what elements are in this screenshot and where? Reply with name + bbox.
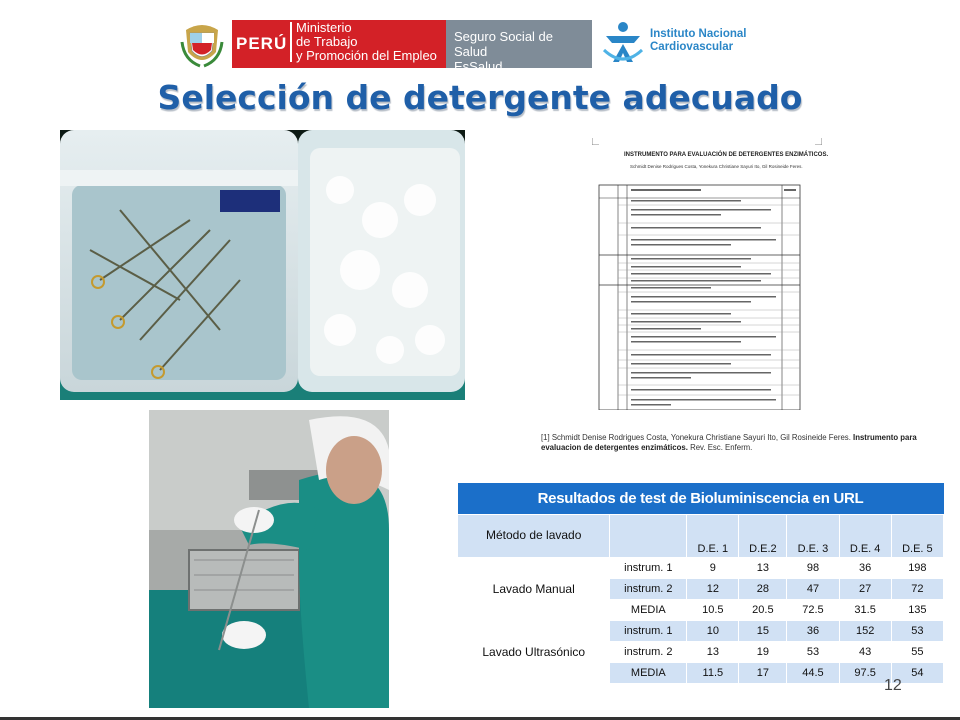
table-cell: 43 <box>839 642 891 663</box>
table-cell: 20.5 <box>739 600 787 621</box>
page-number: 12 <box>884 677 902 694</box>
column-header: D.E.2 <box>739 515 787 558</box>
row-label: instrum. 2 <box>610 579 687 600</box>
inc-heart-logo-icon <box>600 18 646 68</box>
ministry-name: Ministerio de Trabajo y Promoción del Empleo <box>296 20 437 63</box>
table-cell: 13 <box>687 642 739 663</box>
row-label: instrum. 1 <box>610 558 687 579</box>
slide-title: Selección de detergente adecuado <box>157 78 803 117</box>
logo-divider <box>290 22 292 62</box>
row-label: MEDIA <box>610 663 687 684</box>
peru-coat-of-arms-icon <box>180 22 224 68</box>
table-cell: 28 <box>739 579 787 600</box>
table-cell: 13 <box>739 558 787 579</box>
row-label: MEDIA <box>610 600 687 621</box>
detergent-containers-photo <box>60 130 465 400</box>
table-cell: 53 <box>787 642 839 663</box>
table-row <box>458 621 944 642</box>
inc-name: Instituto Nacional Cardiovascular <box>650 28 747 53</box>
table-cell: 72 <box>891 579 943 600</box>
table-cell: 44.5 <box>787 663 839 684</box>
label-column-header <box>610 515 687 558</box>
column-header: D.E. 4 <box>839 515 891 558</box>
table-cell: 10.5 <box>687 600 739 621</box>
table-cell: 54 <box>891 663 943 684</box>
table-cell: 47 <box>787 579 839 600</box>
corner-mark-icon <box>592 138 599 145</box>
row-label: instrum. 2 <box>610 642 687 663</box>
table-cell: 36 <box>839 558 891 579</box>
table-cell: 135 <box>891 600 943 621</box>
column-header: D.E. 1 <box>687 515 739 558</box>
document-title: INSTRUMENTO PARA EVALUACIÓN DE DETERGENTES ENZIMÁTICOS. <box>624 152 829 158</box>
method-header: Método de lavado <box>458 515 610 558</box>
column-header: D.E. 5 <box>891 515 943 558</box>
table-cell: 55 <box>891 642 943 663</box>
table-cell: 97.5 <box>839 663 891 684</box>
document-authors: Schmidt Denise Rodrigues Costa, Yonekura Christiane Sayuri Ito, Gil Rosineide Feres. <box>630 164 803 169</box>
table-cell: 19 <box>739 642 787 663</box>
ultrasonic-cleaning-photo <box>149 410 389 708</box>
group-label-manual: Lavado Manual <box>458 558 610 621</box>
table-cell: 17 <box>739 663 787 684</box>
table-cell: 53 <box>891 621 943 642</box>
table-cell: 15 <box>739 621 787 642</box>
table-cell: 9 <box>687 558 739 579</box>
peru-label: PERÚ <box>236 34 288 53</box>
corner-mark-icon <box>815 138 822 145</box>
table-row <box>458 558 944 579</box>
table-cell: 10 <box>687 621 739 642</box>
table-cell: 31.5 <box>839 600 891 621</box>
reference-citation: [1] Schmidt Denise Rodrigues Costa, Yonekura Christiane Sayuri Ito, Gil Rosineide Feres. Instrumento para evaluacion de detergentes enzimáticos. Rev. Esc. Enferm. <box>541 433 917 452</box>
group-label-ultrasonic: Lavado Ultrasónico <box>458 621 610 684</box>
evaluation-instrument-table <box>596 180 806 410</box>
essalud-logo: Seguro Social de Salud EsSalud <box>446 20 592 68</box>
results-table-title: Resultados de test de Bioluminiscencia en URL <box>458 483 944 515</box>
table-cell: 152 <box>839 621 891 642</box>
row-label: instrum. 1 <box>610 621 687 642</box>
table-cell: 27 <box>839 579 891 600</box>
table-cell: 98 <box>787 558 839 579</box>
column-header: D.E. 3 <box>787 515 839 558</box>
bioluminescence-results-table <box>457 483 944 684</box>
table-cell: 12 <box>687 579 739 600</box>
header-logos <box>178 12 768 74</box>
table-cell: 72.5 <box>787 600 839 621</box>
table-cell: 198 <box>891 558 943 579</box>
table-cell: 11.5 <box>687 663 739 684</box>
table-cell: 36 <box>787 621 839 642</box>
